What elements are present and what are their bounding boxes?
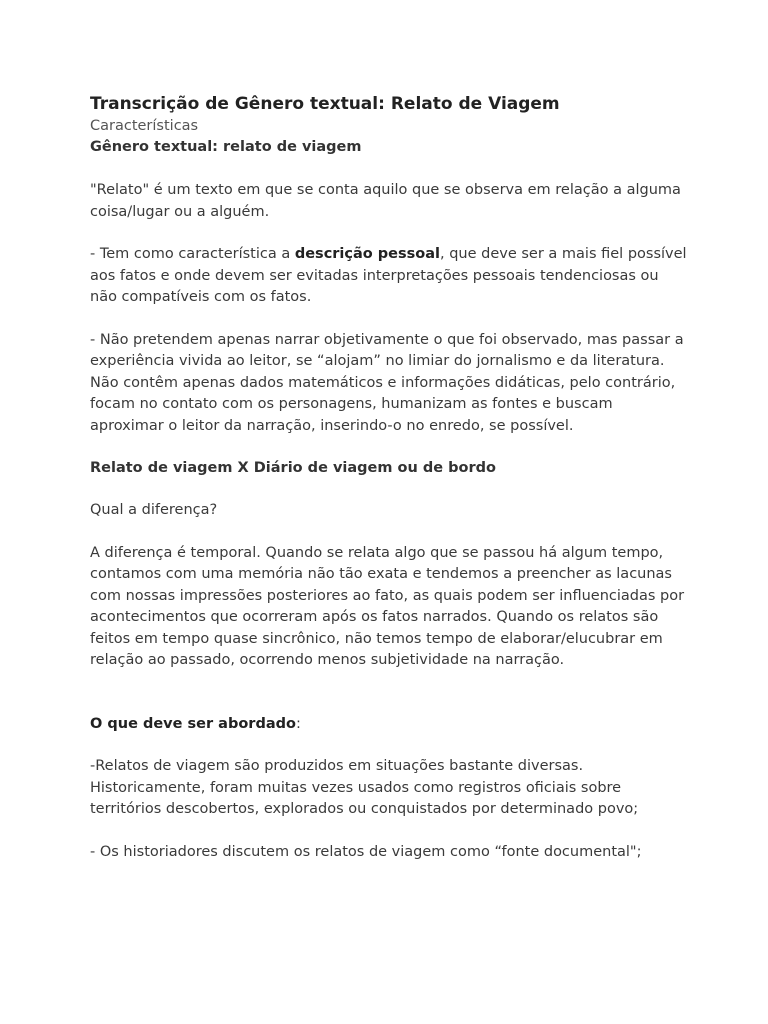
intro-paragraph: "Relato" é um texto em que se conta aquilo que se observa em relação a alguma coisa/lugar ou a alguém. [90, 182, 681, 220]
feature-1-after: , que deve ser a mais fiel possível aos fatos e onde devem ser evitadas interpretações pessoais tendenciosas ou não compatíveis com os fatos. [90, 246, 687, 305]
topics-heading-line [90, 714, 690, 736]
document-subtitle: Características [90, 118, 199, 134]
topics-heading: O que deve ser abordado [90, 715, 296, 732]
comparison-heading: Relato de viagem X Diário de viagem ou de bordo [90, 460, 496, 476]
spacer [90, 693, 690, 714]
feature-1-before: - Tem como característica a [90, 246, 295, 262]
topic-paragraph-2: - Os historiadores discutem os relatos de viagem como “fonte documental"; [90, 843, 642, 860]
feature-paragraph-1 [90, 244, 690, 309]
question-paragraph: Qual a diferença? [90, 502, 218, 518]
feature-paragraph-2: - Não pretendem apenas narrar objetivamente o que foi observado, mas passar a experiência vivida ao leitor, se “alojam” no limiar do jornalismo e da literatura. Não contêm apenas dados matemáticos e informações didáticas, pelo contrário, focam no contato com os personagens, humanizam as fontes e buscam aproximar o leitor da narração, inserindo-o no enredo, se possível. [90, 331, 684, 434]
topic-paragraph-1: -Relatos de viagem são produzidos em situações bastante diversas. Historicamente, foram muitas vezes usados como registros oficiais sobre territórios descobertos, explorados ou conquistados por determinado povo; [90, 758, 639, 817]
topics-colon: : [295, 715, 301, 732]
document-title: Transcrição de Gênero textual: Relato de Viagem [90, 94, 560, 114]
genre-heading: Gênero textual: relato de viagem [90, 139, 362, 155]
feature-1-bold: descrição pessoal [294, 246, 440, 262]
answer-paragraph: A diferença é temporal. Quando se relata algo que se passou há algum tempo, contamos com uma memória não tão exata e tendemos a preencher as lacunas com nossas impressões posteriores ao fato, as quais podem ser influenciadas por acontecimentos que ocorreram após os fatos narrados. Quando os relatos são feitos em tempo quase sincrônico, não temos tempo de elaborar/elucubrar em relação ao passado, ocorrendo menos subjetividade na narração. [90, 544, 685, 668]
document-page [90, 92, 690, 884]
